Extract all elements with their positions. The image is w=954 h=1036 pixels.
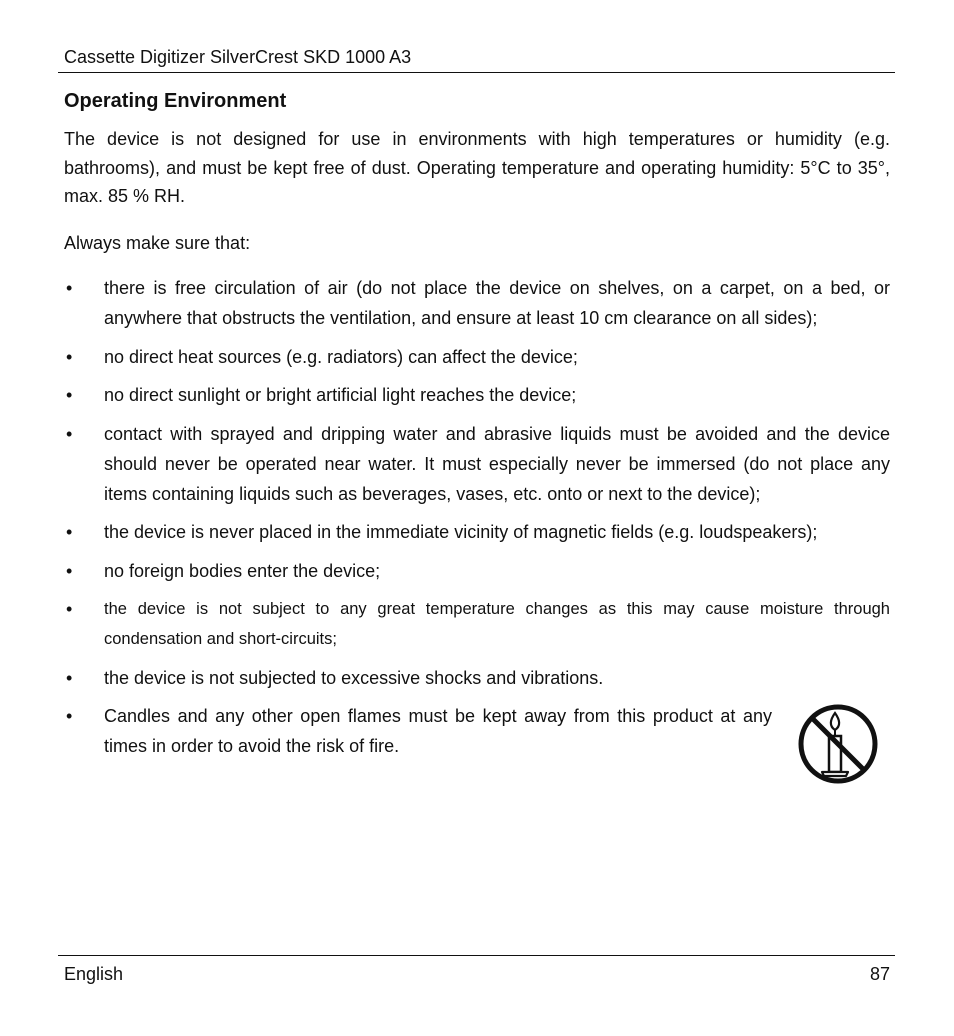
page-number: 87	[869, 964, 890, 984]
list-item-text: the device is not subject to any great temperature changes as this may cause moisture through condensation and short-circuits;	[104, 600, 890, 648]
bullet-icon: •	[66, 522, 73, 542]
bullet-icon: •	[66, 599, 73, 619]
list-item	[64, 663, 890, 693]
list-item-text: no direct sunlight or bright artificial light reaches the device;	[104, 385, 577, 405]
list-item	[64, 342, 890, 372]
safety-bullet-list	[64, 273, 890, 770]
section-heading: Operating Environment	[64, 90, 287, 112]
bullet-icon: •	[66, 667, 73, 688]
list-item	[64, 556, 890, 586]
list-item-text: there is free circulation of air (do not place the device on shelves, on a carpet, on a bed, or anywhere that obstructs the ventilation, and ensure at least 10 cm clearance on all sides);	[104, 278, 890, 328]
list-item	[64, 419, 890, 509]
list-item	[64, 701, 890, 761]
document-header-title: Cassette Digitizer SilverCrest SKD 1000 A3	[64, 47, 412, 67]
footer-divider	[58, 955, 895, 956]
list-item	[64, 273, 890, 333]
bullet-icon: •	[66, 346, 73, 367]
list-item-text: Candles and any other open flames must be kept away from this product at any times in order to avoid the risk of fire.	[104, 706, 772, 756]
bullet-icon: •	[66, 560, 73, 581]
list-item-text: no foreign bodies enter the device;	[104, 560, 381, 581]
list-item-text: contact with sprayed and dripping water and abrasive liquids must be avoided and the device should never be operated near water. It must especially never be immersed (do not place any items containing liquids such as beverages, vases, etc. onto or next to the device);	[104, 423, 890, 504]
list-item	[64, 594, 890, 654]
bullet-icon: •	[66, 423, 73, 444]
list-item-text: the device is never placed in the immediate vicinity of magnetic fields (e.g. loudspeakers);	[104, 522, 818, 542]
header-divider	[58, 72, 895, 73]
list-item	[64, 380, 890, 410]
list-item-text: no direct heat sources (e.g. radiators) can affect the device;	[104, 346, 578, 367]
list-item-text: the device is not subjected to excessive shocks and vibrations.	[104, 667, 604, 688]
bullet-icon: •	[66, 385, 73, 405]
intro-paragraph: The device is not designed for use in environments with high temperatures or humidity (e.g. bathrooms), and must be kept free of dust. Operating temperature and operating humidity: 5°C to 35°, max. 85 % RH.	[64, 129, 890, 206]
footer-language: English	[64, 964, 124, 984]
no-open-flame-icon	[796, 702, 880, 786]
list-item	[64, 517, 890, 547]
bullet-icon: •	[66, 278, 73, 298]
bullet-icon: •	[66, 706, 73, 726]
lead-paragraph: Always make sure that:	[64, 233, 251, 253]
